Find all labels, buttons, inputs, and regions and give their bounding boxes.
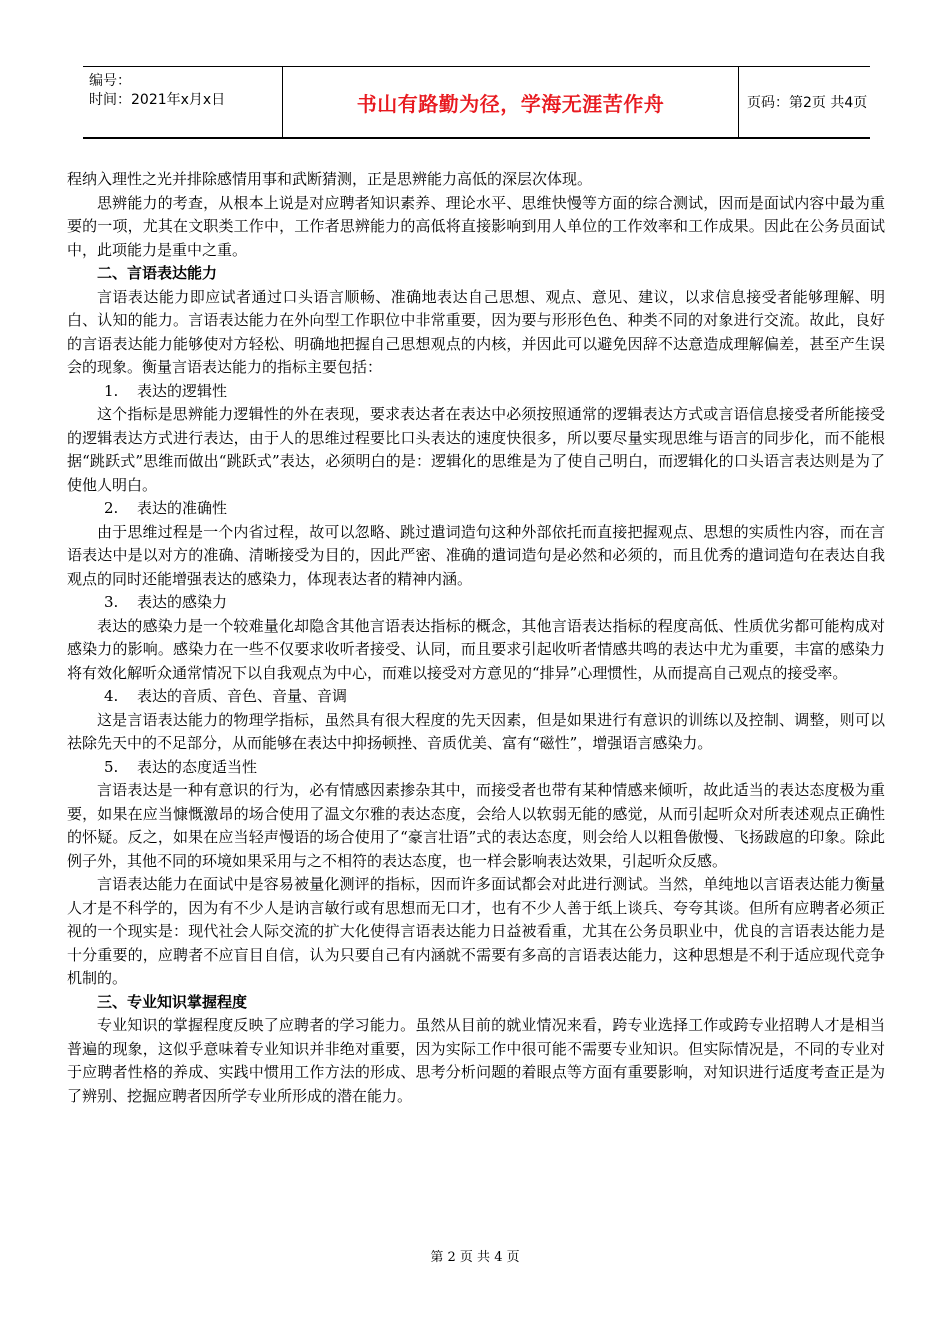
list-item-heading [67,497,885,521]
list-number: 3. [104,593,119,611]
list-item-title: 表达的感染力 [137,593,228,611]
paragraph: 言语表达能力在面试中是容易被量化测评的指标，因而许多面试都会对此进行测试。当然，单纯地以言语表达能力衡量人才是不科学的，因为有不少人是讷言敏行或有思想而无口才，也有不少人善于纸上谈兵、夸夸其谈。但所有应聘者必须正视的一个现实是：现代社会人际交流的扩大化使得言语表达能力日益被看重，尤其在公务员职业中，优良的言语表达能力是十分重要的，应聘者不应盲目自信，认为只要自己有内涵就不需要有多高的言语表达能力，这种思想是不利于适应现代竞争机制的。 [67,875,885,987]
header-motto: 书山有路勤为径，学海无涯苦作舟 [283,67,739,137]
document-body [67,168,885,1108]
list-item-title: 表达的音质、音色、音量、音调 [137,687,348,705]
list-number: 4. [104,687,119,705]
paragraph: 这是言语表达能力的物理学指标，虽然具有很大程度的先天因素，但是如果进行有意识的训练以及控制、调整，则可以祛除先天中的不足部分，从而能够在表达中抑扬顿挫、音质优美、富有“磁性”，增强语言感染力。 [67,710,885,752]
paragraph: 言语表达能力即应试者通过口头语言顺畅、准确地表达自己思想、观点、意见、建议，以求信息接受者能够理解、明白、认知的能力。言语表达能力在外向型工作职位中非常重要，因为要与形形色色、种类不同的对象进行交流。故此，良好的言语表达能力能够使对方轻松、明确地把握自己思想观点的内核，并因此可以避免因辞不达意造成理解偏差，甚至产生误会的现象。衡量言语表达能力的指标主要包括： [67,287,885,376]
section-heading: 二、言语表达能力 [97,264,218,282]
list-number: 2. [104,499,119,517]
paragraph: 表达的感染力是一个较难量化却隐含其他言语表达指标的概念，其他言语表达指标的程度高低、性质优劣都可能构成对感染力的影响。感染力在一些不仅要求收听者接受、认同，而且要求引起收听者情感共鸣的表达中尤为重要，丰富的感染力将有效化解听众通常情况下以自我观点为中心，而难以接受对方意见的“排异”心理惯性，从而提高自己观点的接受率。 [67,616,885,682]
document-date: 时间：2021年x月x日 [89,92,226,108]
list-item-title: 表达的态度适当性 [137,757,258,776]
page-header [83,66,870,139]
paragraph: 专业知识的掌握程度反映了应聘者的学习能力。虽然从目前的就业情况来看，跨专业选择工作或跨专业招聘人才是相当普遍的现象，这似乎意味着专业知识并非绝对重要，因为实际工作中很可能不需要专业知识。但实际情况是，不同的专业对于应聘者性格的养成、实践中惯用工作方法的形成、思考分析问题的着眼点等方面有重要影响，对知识进行适度考查正是为了辨别、挖掘应聘者因所学专业所形成的潜在能力。 [67,1016,885,1105]
list-item-heading [67,685,885,709]
header-page-info: 页码：第2页 共4页 [747,95,868,111]
paragraph: 由于思维过程是一个内省过程，故可以忽略、跳过遣词造句这种外部依托而直接把握观点、思想的实质性内容，而在言语表达中是以对方的准确、清晰接受为目的，因此严密、准确的遣词造句是必然和必须的，而且优秀的遣词造句在表达自我观点的同时还能增强表达的感染力，体现表达者的精神内涵。 [67,522,885,588]
list-item-title: 表达的准确性 [137,499,228,517]
section-heading: 三、专业知识掌握程度 [97,992,248,1011]
header-meta [83,67,283,137]
list-item-heading [67,756,885,780]
document-number-label: 编号： [89,73,131,89]
paragraph: 言语表达是一种有意识的行为，必有情感因素掺杂其中，而接受者也带有某种情感来倾听，故此适当的表达态度极为重要，如果在应当慷慨激昂的场合使用了温文尔雅的表达态度，会给人以软弱无能的感觉，从而引起听众对所表述观点正确性的怀疑。反之，如果在应当轻声慢语的场合使用了“豪言壮语”式的表达态度，则会给人以粗鲁傲慢、飞扬跋扈的印象。除此例子外，其他不同的环境如果采用与之不相符的表达态度，也一样会影响表达效果，引起听众反感。 [67,781,885,870]
list-item-heading [67,380,885,404]
paragraph: 思辨能力的考查，从根本上说是对应聘者知识素养、理论水平、思维快慢等方面的综合测试，因而是面试内容中最为重要的一项，尤其在文职类工作中，工作者思辨能力的高低将直接影响到用人单位的工作效率和工作成果。因此在公务员面试中，此项能力是重中之重。 [67,193,885,259]
list-number: 5. [104,757,119,776]
paragraph: 程纳入理性之光并排除感情用事和武断猜测，正是思辨能力高低的深层次体现。 [67,170,593,188]
paragraph: 这个指标是思辨能力逻辑性的外在表现，要求表达者在表达中必须按照通常的逻辑表达方式或言语信息接受者所能接受的逻辑表达方式进行表达，由于人的思维过程要比口头表达的速度快很多，所以要尽量实现思维与语言的同步化，而不能根据“跳跃式”思维而做出“跳跃式”表达，必须明白的是：逻辑化的思维是为了使自己明白，而逻辑化的口头语言表达则是为了使他人明白。 [67,405,885,494]
list-item-title: 表达的逻辑性 [137,381,228,400]
list-item-heading [67,591,885,615]
page-footer: 第 2 页 共 4 页 [430,1250,520,1265]
list-number: 1. [104,381,119,400]
